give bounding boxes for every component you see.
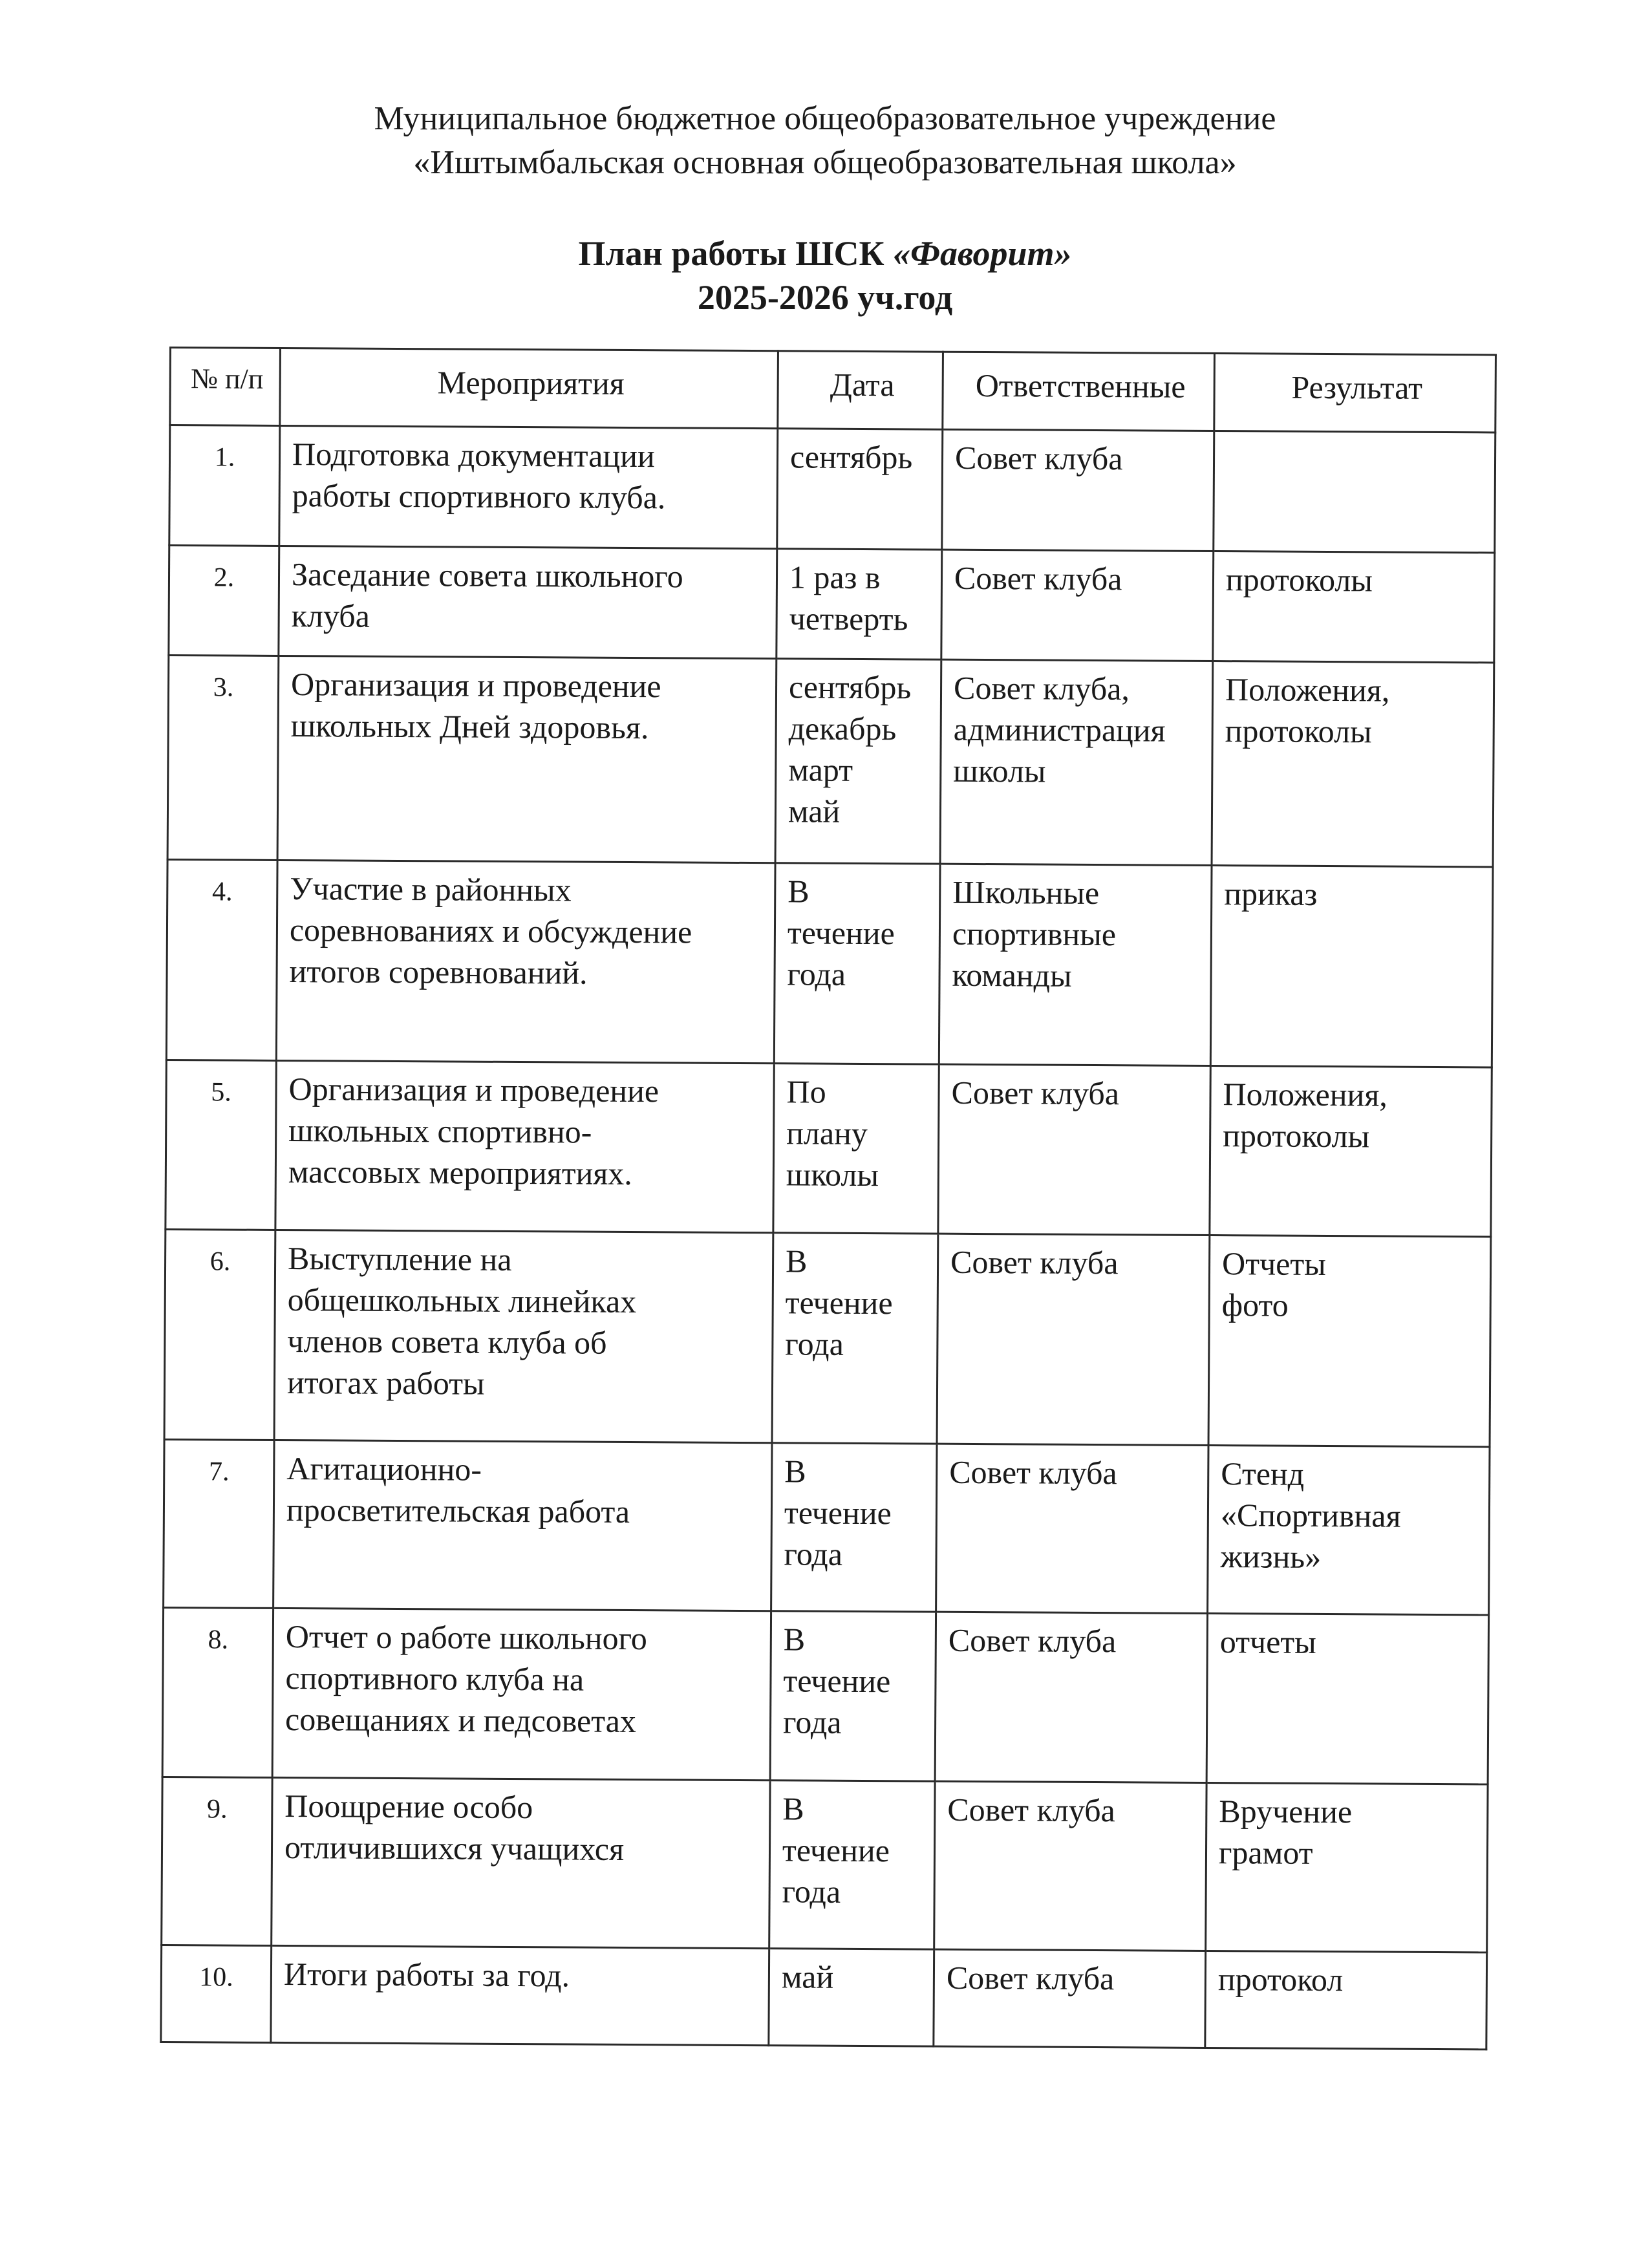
responsible-cell-line: команды [952, 956, 1072, 994]
date-cell-line: года [782, 1704, 842, 1740]
event-cell [277, 656, 777, 862]
row-number-cell: 6. [164, 1229, 275, 1440]
result-cell-line: протоколы [1223, 1117, 1370, 1155]
event-cell-line: массовых мероприятиях. [288, 1153, 633, 1192]
event-cell [272, 1608, 771, 1780]
responsible-cell [935, 1612, 1207, 1782]
date-cell-line: четверть [789, 600, 908, 637]
result-cell-line: жизнь» [1220, 1538, 1322, 1575]
date-cell-line: В [785, 1243, 808, 1279]
event-cell-line: общешкольных линейках [287, 1281, 637, 1320]
column-header-number: № п/п [170, 348, 281, 426]
date-cell [769, 1781, 935, 1949]
row-number-cell: 1. [169, 425, 280, 546]
event-cell-line: школьных Дней здоровья. [290, 707, 649, 746]
row-number-cell: 3. [167, 656, 279, 861]
date-cell-line: 1 раз в [789, 559, 881, 596]
result-cell [1205, 1951, 1487, 2049]
responsible-cell [941, 550, 1214, 661]
date-cell-line: течение [782, 1832, 890, 1869]
date-cell-line: сентябрь [789, 438, 913, 476]
row-number-cell: 10. [161, 1945, 272, 2042]
result-cell-line: Положения, [1225, 671, 1390, 709]
date-cell-line: года [785, 1325, 844, 1362]
plan-table [160, 347, 1497, 2050]
table-header-row [170, 348, 1496, 433]
result-cell-line: Вручение [1219, 1793, 1353, 1830]
date-cell [777, 549, 942, 659]
result-cell-line: Стенд [1221, 1455, 1305, 1492]
table-row [164, 1229, 1491, 1446]
responsible-cell [934, 1781, 1206, 1951]
table-row [167, 656, 1494, 867]
date-cell-line: плану [786, 1115, 868, 1152]
result-cell [1208, 1236, 1491, 1447]
event-cell-line: просветительская работа [286, 1492, 630, 1530]
club-name: «Фаворит» [893, 234, 1072, 273]
table-row [169, 546, 1495, 663]
responsible-cell-line: Школьные [952, 873, 1100, 912]
event-cell-line: спортивного клуба на [285, 1660, 584, 1698]
date-cell [775, 659, 941, 864]
event-cell-line: Итоги работы за год. [283, 1956, 570, 1994]
table-row [162, 1607, 1488, 1784]
responsible-cell-line: Совет клуба, [953, 669, 1130, 707]
table-body [161, 425, 1495, 2049]
date-cell-line: течение [784, 1494, 892, 1532]
result-cell-line: протоколы [1225, 561, 1373, 599]
event-cell [275, 1060, 774, 1232]
event-cell-line: Подготовка документации [292, 436, 655, 475]
result-cell [1214, 431, 1495, 553]
result-cell-line: фото [1221, 1287, 1289, 1323]
event-cell-line: школьных спортивно- [288, 1112, 592, 1150]
event-cell [272, 1777, 770, 1948]
organization-name-line-2: «Иштымбальская основная общеобразовательная школа» [413, 144, 1237, 181]
date-cell-line: школы [786, 1156, 879, 1193]
event-cell [279, 425, 778, 548]
responsible-cell-line: школы [953, 752, 1046, 789]
event-cell [276, 860, 775, 1063]
date-cell-line: В [782, 1790, 804, 1827]
event-cell-line: совещаниях и педсоветах [284, 1701, 637, 1740]
event-cell-line: Организация и проведение [288, 1071, 659, 1109]
date-cell [774, 863, 940, 1064]
event-cell-line: соревнованиях и обсуждение [289, 912, 692, 950]
date-cell-line: сентябрь [788, 669, 912, 706]
table-row [164, 1439, 1490, 1614]
responsible-cell-line: Совет клуба [947, 1791, 1115, 1829]
event-cell-line: Отчет о работе школьного [285, 1618, 648, 1657]
responsible-cell [934, 1949, 1206, 2048]
date-cell [777, 429, 943, 550]
table-row [166, 859, 1493, 1067]
event-cell-line: отличившихся учащихся [284, 1829, 625, 1867]
academic-year: 2025-2026 уч.год [697, 278, 953, 317]
responsible-cell-line: Совет клуба [946, 1959, 1115, 1997]
responsible-cell-line: Совет клуба [954, 559, 1122, 597]
result-cell-line: отчеты [1219, 1623, 1316, 1660]
date-cell [770, 1611, 936, 1781]
result-cell [1210, 866, 1493, 1067]
responsible-cell [938, 1064, 1210, 1235]
responsible-cell-line: спортивные [952, 915, 1117, 953]
event-cell [274, 1230, 773, 1442]
event-cell [271, 1945, 769, 2045]
organization-name-line-1: Муниципальное бюджетное общеобразовательное учреждение [374, 100, 1276, 137]
event-cell-line: Выступление на [287, 1240, 512, 1278]
responsible-cell-line: Совет клуба [951, 1074, 1120, 1112]
date-cell-line: года [784, 1535, 843, 1572]
row-number-cell: 7. [164, 1439, 274, 1608]
date-cell [773, 1064, 939, 1234]
event-cell-line: работы спортивного клуба. [292, 477, 666, 516]
organization-header [0, 97, 1650, 185]
event-cell-line: Заседание совета школьного [291, 556, 683, 595]
row-number-cell: 8. [162, 1607, 273, 1777]
row-number-cell: 2. [169, 546, 279, 656]
result-cell-line: протокол [1217, 1961, 1344, 1998]
event-cell-line: итогах работы [286, 1364, 485, 1402]
date-cell-line: В [788, 873, 809, 910]
result-cell [1208, 1446, 1490, 1615]
event-cell-line: Участие в районных [290, 870, 572, 908]
date-cell-line: В [784, 1453, 806, 1490]
result-cell-line: грамот [1218, 1834, 1313, 1871]
date-cell-line: течение [785, 1284, 893, 1321]
result-cell-line: «Спортивная [1220, 1497, 1401, 1534]
responsible-cell [940, 659, 1213, 865]
result-cell [1206, 1613, 1488, 1784]
event-cell-line: Агитационно- [286, 1450, 482, 1488]
date-cell-line: март [788, 751, 853, 788]
event-cell-line: членов совета клуба об [287, 1323, 607, 1361]
result-cell-line: приказ [1224, 875, 1318, 912]
document-title [0, 231, 1650, 319]
column-header-date: Дата [778, 351, 943, 429]
table-row [166, 1060, 1492, 1236]
date-cell-line: течение [783, 1662, 891, 1700]
result-cell [1206, 1782, 1488, 1952]
responsible-cell [937, 1234, 1210, 1445]
plan-title-prefix: План работы ШСК [578, 234, 894, 273]
table-row [169, 425, 1495, 553]
row-number-cell: 9. [162, 1777, 272, 1945]
column-header-event: Мероприятия [280, 348, 778, 428]
event-cell-line: итогов соревнований. [289, 953, 588, 991]
date-cell-line: течение [787, 914, 895, 952]
result-cell-line: Отчеты [1221, 1245, 1327, 1283]
result-cell [1213, 551, 1495, 663]
result-cell-line: протоколы [1225, 712, 1372, 750]
table-row [161, 1945, 1487, 2049]
responsible-cell-line: Совет клуба [949, 1453, 1117, 1492]
date-cell-line: В [783, 1621, 806, 1658]
column-header-responsible: Ответственные [943, 352, 1215, 431]
date-cell-line: года [782, 1873, 841, 1910]
event-cell-line: Организация и проведение [290, 666, 661, 705]
date-cell-line: май [781, 1958, 834, 1995]
result-cell [1212, 661, 1494, 867]
date-cell [769, 1949, 934, 2046]
row-number-cell: 4. [166, 859, 277, 1060]
event-cell-line: Поощрение особо [284, 1788, 533, 1826]
date-cell-line: май [788, 793, 841, 829]
responsible-cell-line: Совет клуба [948, 1621, 1117, 1660]
date-cell [772, 1233, 938, 1444]
table-row [162, 1777, 1488, 1952]
row-number-cell: 5. [166, 1060, 276, 1230]
responsible-cell-line: администрация [953, 711, 1166, 749]
responsible-cell [939, 864, 1212, 1065]
event-cell [279, 546, 777, 658]
date-cell-line: декабрь [788, 710, 897, 747]
responsible-cell-line: Совет клуба [954, 439, 1123, 477]
column-header-result: Результат [1214, 354, 1496, 433]
event-cell [273, 1440, 772, 1610]
date-cell-line: По [786, 1073, 826, 1110]
date-cell [771, 1443, 937, 1612]
result-cell-line: Положения, [1223, 1076, 1388, 1113]
responsible-cell [936, 1444, 1208, 1613]
event-cell-line: клуба [291, 597, 370, 634]
date-cell-line: года [787, 956, 846, 992]
plan-title [0, 231, 1650, 275]
result-cell [1210, 1066, 1492, 1237]
responsible-cell-line: Совет клуба [950, 1243, 1119, 1281]
responsible-cell [942, 429, 1214, 551]
